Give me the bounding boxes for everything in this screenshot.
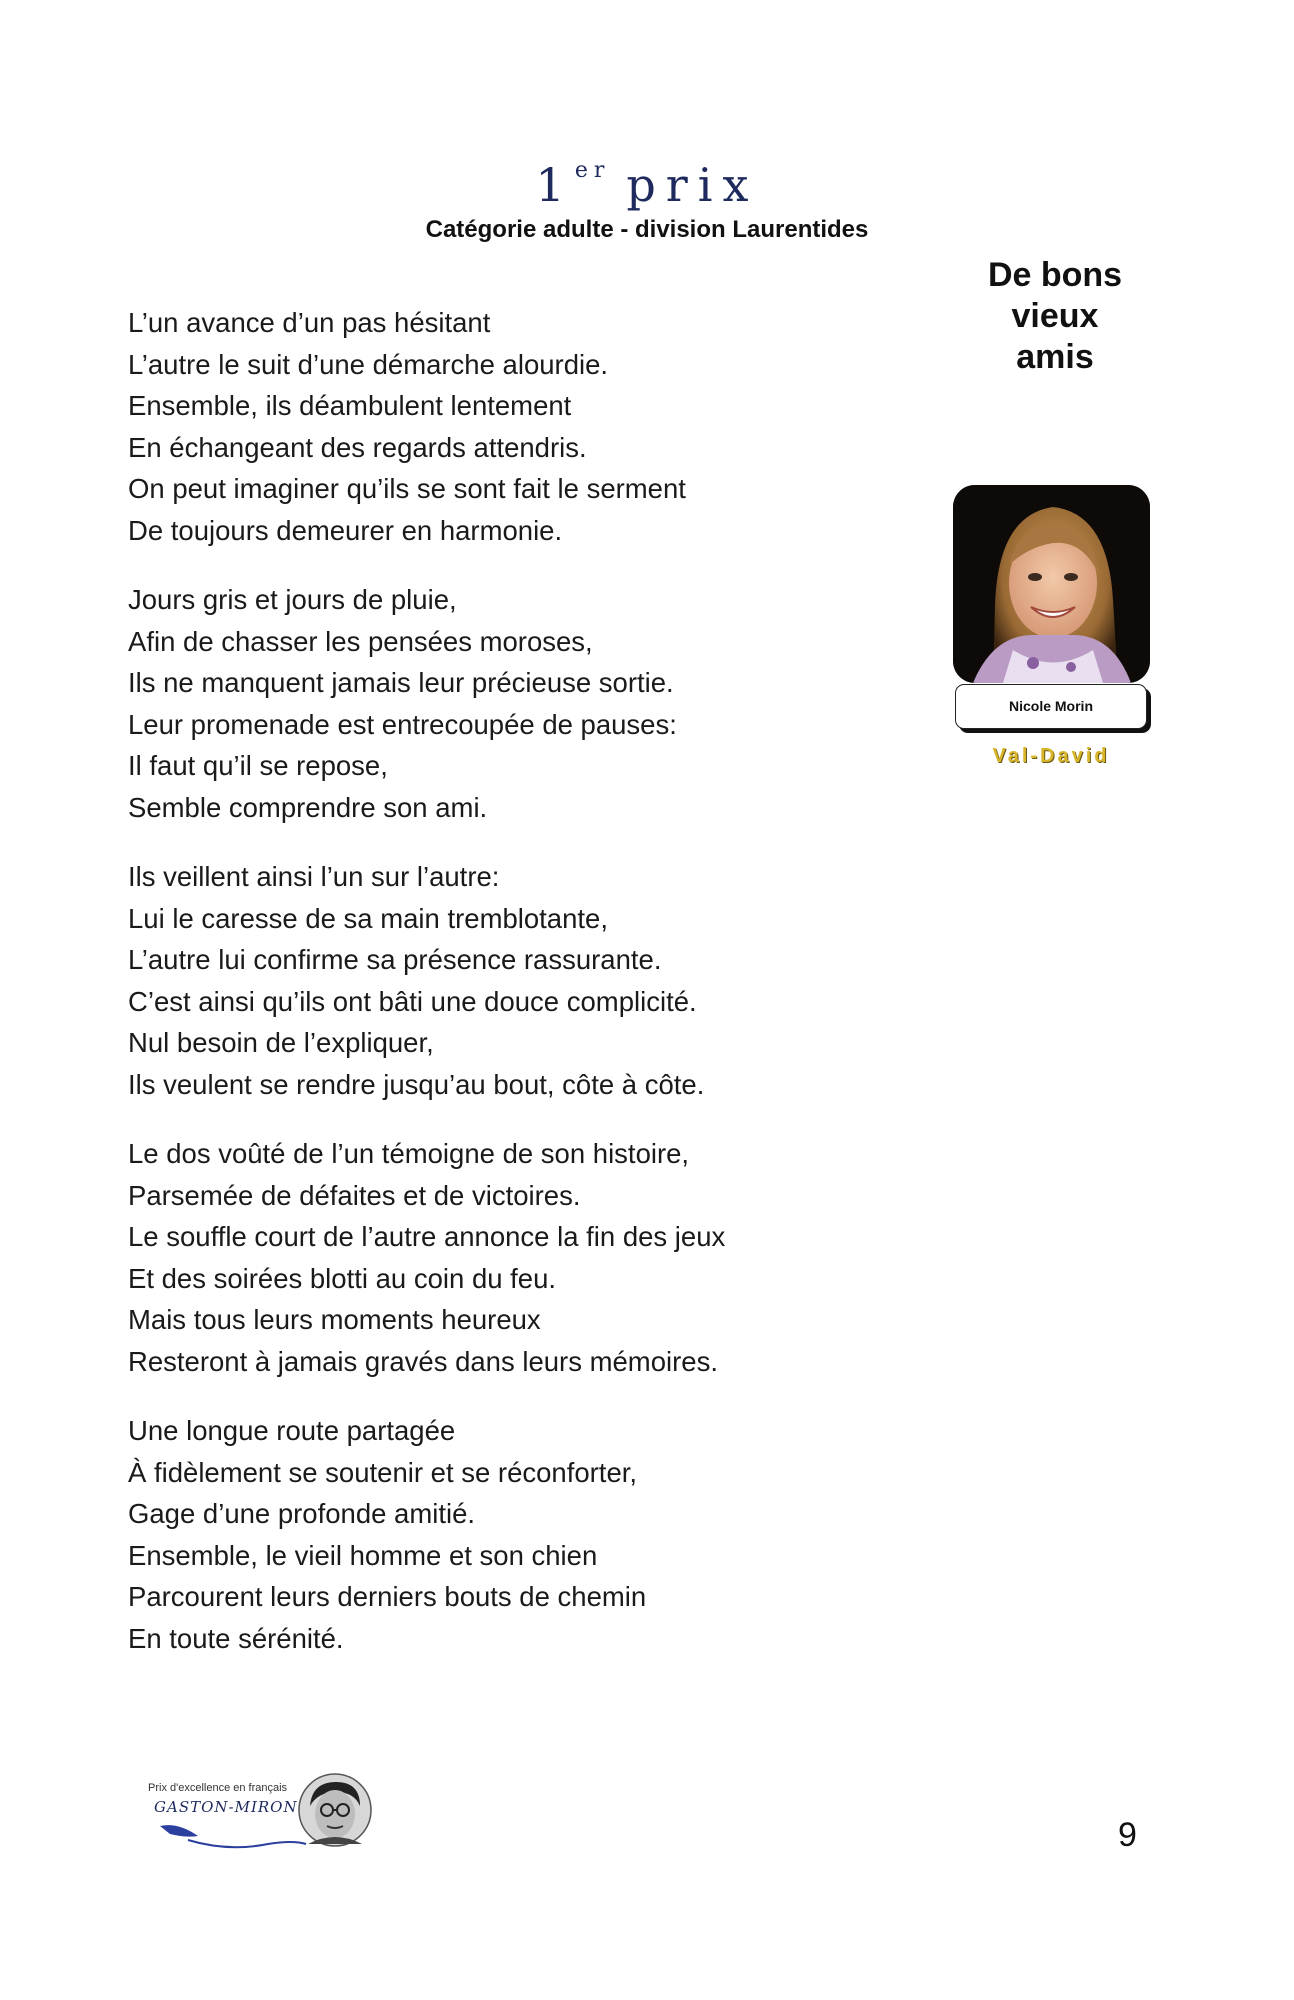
- poem-line: À fidèlement se soutenir et se réconforter,: [128, 1456, 638, 1488]
- poem-line: Gage d’une profonde amitié.: [128, 1498, 476, 1529]
- poem-line: Il faut qu’il se repose,: [128, 750, 388, 781]
- poem-line: Ils veillent ainsi l’un sur l’autre:: [128, 861, 500, 892]
- prize-logo: [148, 1772, 374, 1852]
- poem-line: Le souffle court de l’autre annonce la fin des jeux: [128, 1221, 726, 1252]
- gaston-miron-portrait-icon: [298, 1772, 372, 1848]
- logo-line1: Prix d'excellence en français: [148, 1782, 288, 1794]
- poem-line: Parsemée de défaites et de victoires.: [128, 1179, 581, 1211]
- poem-line: Une longue route partagée: [128, 1415, 456, 1446]
- prize-word: prix: [626, 158, 759, 212]
- poem-line: Semble comprendre son ami.: [128, 791, 488, 823]
- poem-line: Ils ne manquent jamais leur précieuse sortie.: [128, 667, 674, 698]
- author-name-tag: Nicole Morin: [955, 684, 1147, 729]
- poem-line: Le dos voûté de l’un témoigne de son histoire,: [128, 1138, 690, 1169]
- poem-stanza: [128, 856, 908, 1105]
- category-label: Catégorie adulte - division Laurentides: [425, 216, 869, 243]
- poem-line: Afin de chasser les pensées moroses,: [128, 625, 593, 657]
- poem-stanza: [128, 302, 908, 551]
- poem-line: L’autre lui confirme sa présence rassurante.: [128, 944, 662, 975]
- page-number: 9: [1118, 1816, 1137, 1854]
- poem-line: En échangeant des regards attendris.: [128, 431, 587, 463]
- poem-stanza: [128, 1410, 908, 1659]
- poem-line: L’un avance d’un pas hésitant: [128, 307, 491, 338]
- poem-line: L’autre le suit d’une démarche alourdie.: [128, 348, 609, 380]
- poem-line: Leur promenade est entrecoupée de pauses:: [128, 708, 677, 740]
- poem-line: Resteront à jamais gravés dans leurs mémoires.: [128, 1345, 718, 1377]
- author-portrait-icon: [953, 485, 1150, 683]
- poem-title: [970, 255, 1140, 378]
- prize-number: 1: [535, 158, 575, 212]
- poem-line: Ensemble, ils déambulent lentement: [128, 390, 572, 421]
- author-photo: [953, 485, 1150, 683]
- prize-superscript: er: [574, 158, 611, 183]
- prize-title: [0, 158, 1294, 212]
- poem-line: De toujours demeurer en harmonie.: [128, 514, 563, 546]
- poem-line: Jours gris et jours de pluie,: [128, 584, 457, 615]
- author-city: Val-David: [992, 745, 1110, 767]
- poem-line: Ensemble, le vieil homme et son chien: [128, 1539, 598, 1571]
- poem-body: [128, 302, 908, 1687]
- poem-line: Ils veulent se rendre jusqu’au bout, côte à côte.: [128, 1068, 705, 1100]
- poem-line: C’est ainsi qu’ils ont bâti une douce complicité.: [128, 985, 697, 1017]
- poem-title-line: vieux: [1011, 297, 1099, 335]
- poem-line: En toute sérénité.: [128, 1622, 344, 1654]
- poem-stanza: [128, 579, 908, 828]
- poem-title-line: De bons: [987, 256, 1123, 294]
- poem-line: Parcourent leurs derniers bouts de chemin: [128, 1581, 647, 1612]
- quill-icon: [158, 1818, 308, 1852]
- logo-line2: GASTON-MIRON: [154, 1798, 298, 1816]
- poem-line: Lui le caresse de sa main tremblotante,: [128, 902, 608, 934]
- poem-line: Et des soirées blotti au coin du feu.: [128, 1262, 557, 1294]
- poem-line: Mais tous leurs moments heureux: [128, 1304, 541, 1335]
- poem-stanza: [128, 1133, 908, 1382]
- poem-title-line: amis: [1016, 338, 1094, 376]
- poem-line: On peut imaginer qu’ils se sont fait le serment: [128, 473, 686, 504]
- poem-line: Nul besoin de l’expliquer,: [128, 1027, 434, 1058]
